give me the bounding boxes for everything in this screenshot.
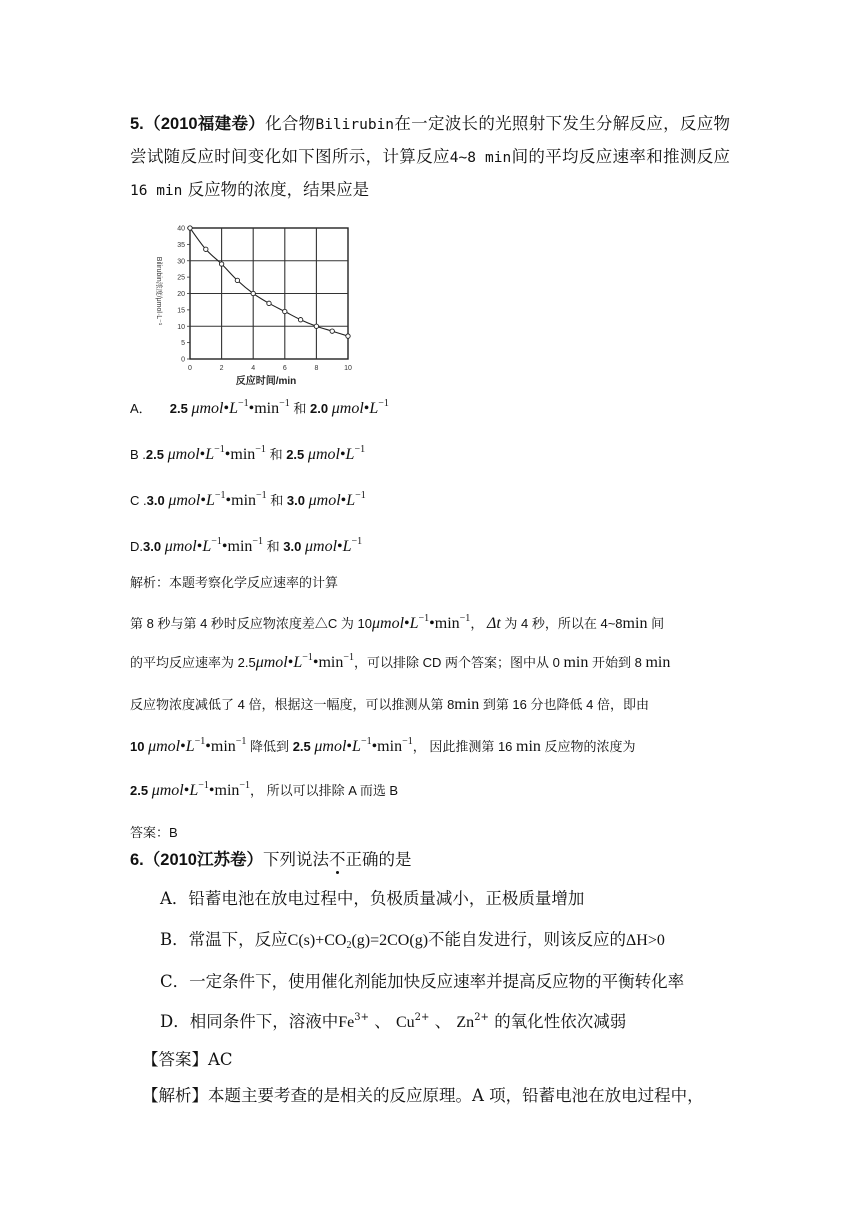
text: 的平均反应速率为 2.5 (130, 655, 256, 670)
data-point (235, 278, 239, 282)
option-letter: C . (130, 493, 147, 508)
option-a: A．铅蓄电池在放电过程中，负极质量减小，正极质量增加 (160, 889, 585, 908)
min-unit: min (645, 654, 671, 671)
x-tick-label: 4 (251, 365, 256, 372)
option-value-2: 3.0 (286, 493, 305, 508)
chart-grid (190, 228, 348, 359)
x-axis-label: 反应时间/min (235, 376, 297, 387)
reaction-equation (288, 932, 428, 949)
rate-unit: $\mu mol•L^{-1}•\min^{-1}$ (314, 736, 413, 755)
option-letter: A． (130, 401, 152, 416)
rate-unit: $\mu mol•L^{-1}•\min^{-1}$ (371, 613, 471, 632)
stem-text: 在一定波长的光照射下发生分解反应，反 (394, 114, 697, 133)
analysis-title: 解析：本题考察化学反应速率的计算 (130, 575, 339, 590)
stem-text: 化合物 (265, 114, 316, 133)
analysis-line-3 (130, 694, 649, 714)
stem-time: 16 min (130, 183, 183, 199)
mu: μmol (371, 615, 405, 632)
option-value-2: 3.0 (283, 539, 302, 554)
mu: μmol (314, 738, 347, 755)
option-join: 和 (269, 447, 283, 462)
analysis-line-4 (130, 736, 636, 756)
text: 间 (651, 616, 665, 631)
exp: −1 (402, 736, 413, 747)
question-source: （2010江苏卷） (143, 851, 263, 869)
option-value-1: 2.5 (169, 401, 188, 416)
q6-answer: 【答案】AC (142, 1050, 233, 1069)
exp: −1 (211, 536, 222, 547)
analysis-answer: 答案：B (130, 825, 178, 840)
x-tick-label: 10 (344, 365, 352, 372)
stem-term: Bilirubin (315, 117, 395, 133)
mu: μmol (148, 738, 181, 755)
exp: −1 (279, 398, 290, 409)
analysis-line-2 (130, 652, 670, 672)
data-point (314, 324, 318, 328)
question-6-stem (130, 846, 411, 870)
y-tick-label: 10 (177, 323, 185, 331)
data-point (298, 318, 302, 322)
exp: −1 (360, 736, 372, 747)
ion-zn: Zn (456, 1014, 475, 1031)
data-point (283, 309, 287, 313)
data-point (188, 226, 192, 230)
text: 反应物的浓度为 (544, 739, 636, 754)
stem-text: 下列说法 (262, 850, 329, 869)
exp: −1 (235, 736, 247, 747)
exp: −1 (255, 444, 266, 455)
question-6 (130, 846, 740, 1106)
emphasized-char: 不 (328, 850, 346, 869)
ion-cu: Cu (395, 1014, 415, 1031)
mu: μmol (167, 446, 200, 463)
exp: −1 (252, 536, 264, 547)
stem-text: 测反应 (679, 147, 731, 166)
option-a: A． 2.5 $\mu mol•L^{-1}•\min^{-1}$ 和 2.0 $\mu mol•L^{-1}$ (130, 398, 389, 417)
value: 2.5 (130, 783, 149, 798)
delta-t: Δt (486, 615, 501, 632)
option-value-1: 3.0 (146, 493, 165, 508)
option-b: B .2.5 $\mu mol•L^{-1}•\min^{-1}$ 和 2.5 $\mu mol•L^{-1}$ (130, 444, 366, 463)
value: 10 (130, 739, 145, 754)
text: 降低到 (250, 739, 290, 754)
text: B．常温下，反应 (160, 930, 288, 949)
question-number: 5. (130, 115, 144, 133)
mu: μmol (255, 654, 288, 671)
rate-unit: $\mu mol•L^{-1}•\min^{-1}$ (151, 780, 251, 799)
exp: −1 (237, 398, 249, 409)
analysis-line-5 (130, 780, 398, 800)
charge: 3+ (354, 1012, 369, 1023)
min-unit: min (516, 738, 541, 755)
bilirubin-chart (148, 216, 363, 388)
text: 反应物浓度减低了 4 倍，根据这一幅度，可以推测从第 8 (130, 697, 455, 712)
option-join: 和 (266, 539, 280, 554)
x-tick-label: 8 (314, 365, 319, 372)
option-value-2: 2.5 (286, 447, 305, 462)
question-5 (130, 108, 730, 207)
y-tick-label: 40 (177, 225, 185, 233)
x-tick-label: 6 (282, 365, 287, 372)
eq-part: C(s)+CO (287, 932, 347, 949)
option-d: D.3.0 $\mu mol•L^{-1}•\min^{-1}$ 和 3.0 $\mu mol•L^{-1}$ (130, 536, 363, 555)
text: ，可以排除 CD 两个答案；图中从 0 (354, 655, 560, 670)
stem-range: 4~8 min (449, 150, 512, 166)
stem-text: 正确的是 (345, 850, 412, 869)
mu: μmol (191, 400, 224, 417)
data-point (267, 301, 271, 305)
delta-h: ΔH>0 (626, 932, 665, 949)
option-c: C .3.0 $\mu mol•L^{-1}•\min^{-1}$ 和 3.0 $\mu mol•L^{-1}$ (130, 490, 366, 509)
option-join: 和 (270, 493, 284, 508)
option-d (160, 1008, 626, 1032)
y-tick-label: 15 (177, 307, 185, 315)
exp: −1 (256, 490, 267, 501)
chart-ticks (177, 226, 352, 373)
y-tick-label: 35 (177, 241, 185, 249)
text: 到第 16 分也降低 4 倍，即由 (482, 697, 649, 712)
min-unit: min (454, 696, 480, 713)
eq-part: (g)=2CO(g) (351, 932, 429, 949)
option-value-1: 3.0 (143, 539, 162, 554)
text: 的氧化性依次减弱 (494, 1012, 627, 1031)
x-tick-label: 2 (219, 365, 224, 372)
option-join: 和 (293, 401, 307, 416)
exp: −1 (343, 652, 355, 663)
data-point (219, 262, 223, 266)
y-axis-label: Bilirubin浓度/μmol·L⁻¹ (155, 256, 162, 326)
rate-unit: $\mu mol•L^{-1}•\min^{-1}$ (255, 652, 355, 671)
text: ， 因此推测第 16 (412, 739, 513, 754)
exp: −1 (239, 780, 251, 791)
exp: −1 (214, 444, 225, 455)
option-b (160, 926, 665, 951)
subscript: 2 (346, 940, 352, 951)
sep: 、 (434, 1012, 452, 1031)
mu: μmol (168, 492, 201, 509)
chart-points (188, 226, 350, 338)
text: 为 4 秒，所以在 4~8 (504, 616, 623, 631)
option-c: C．一定条件下，使用催化剂能加快反应速率并提高反应物的平衡转化率 (160, 972, 685, 991)
mu: μmol (151, 782, 184, 799)
text: ， 所以可以排除 A 而选 B (250, 783, 399, 798)
exp: −1 (302, 652, 313, 663)
charge: 2+ (414, 1012, 430, 1023)
decay-curve (190, 228, 348, 336)
data-point (330, 329, 334, 333)
data-point (204, 247, 208, 251)
analysis (130, 568, 730, 818)
stem-text: 间的平均反应速率和推 (511, 147, 680, 166)
option-letter: D. (130, 539, 143, 554)
text: 开始到 8 (592, 655, 642, 670)
stem-text: 反应物的浓度，结果应是 (187, 180, 370, 199)
option-letter: B . (130, 447, 146, 462)
y-tick-label: 30 (177, 258, 185, 266)
exp: −1 (198, 780, 209, 791)
min-unit: min (622, 615, 648, 632)
rate-unit: $\mu mol•L^{-1}•\min^{-1}$ (148, 736, 247, 755)
x-tick-label: 0 (188, 365, 192, 372)
option-value-2: 2.0 (310, 401, 329, 416)
q6-explanation: 【解析】本题主要考查的是相关的反应原理。A 项，铅蓄电池在放电过程中， (142, 1086, 704, 1105)
exp: −1 (418, 613, 430, 624)
exp: −1 (214, 490, 226, 501)
question-source: （2010福建卷） (143, 115, 266, 133)
ion-fe: Fe (338, 1014, 355, 1031)
charge: 2+ (474, 1012, 489, 1023)
data-point (346, 334, 350, 338)
question-number: 6. (130, 851, 144, 869)
mu: μmol (164, 538, 197, 555)
min-unit: min (563, 654, 589, 671)
text: 不能自发进行，则该反应的 (428, 930, 627, 949)
exp: −1 (459, 613, 471, 624)
text: ， (470, 616, 484, 631)
analysis-line-1 (130, 613, 664, 633)
exp: −1 (194, 736, 206, 747)
stem-text: 应物尝试随反应时间变化如下图所示，计算反应 (130, 114, 731, 166)
value: 2.5 (292, 739, 311, 754)
data-point (251, 291, 255, 295)
sep: 、 (374, 1012, 391, 1031)
text: D．相同条件下，溶液中 (160, 1012, 339, 1031)
y-tick-label: 20 (177, 291, 185, 298)
y-tick-label: 25 (177, 274, 185, 282)
option-value-1: 2.5 (145, 447, 164, 462)
y-tick-label: 5 (181, 340, 185, 348)
y-tick-label: 0 (181, 356, 185, 364)
text: 第 8 秒与第 4 秒时反应物浓度差△C 为 10 (130, 616, 372, 631)
